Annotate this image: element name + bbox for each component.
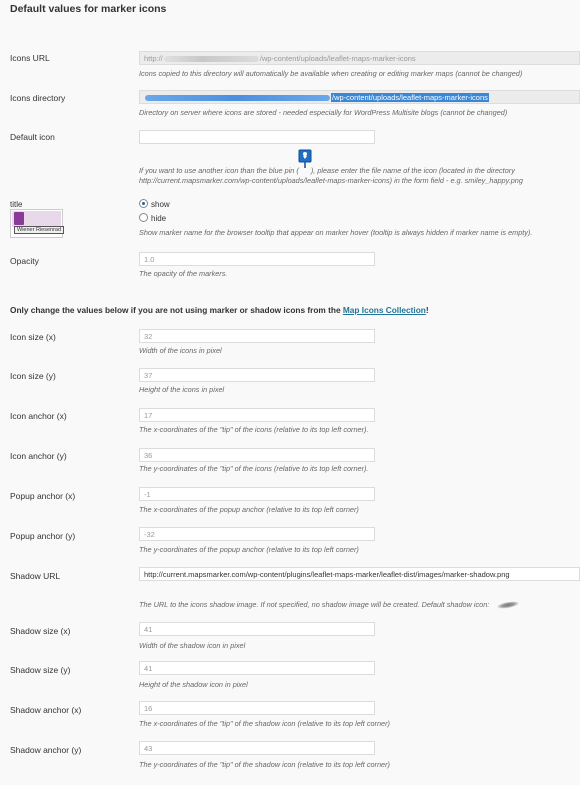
opacity-input[interactable]: 1.0 <box>139 252 375 266</box>
icons-url-desc: Icons copied to this directory will automatically be available when creating or editing marker maps (cannot be changed) <box>139 69 523 78</box>
icon-anchor-x-label: Icon anchor (x) <box>10 411 67 421</box>
default-icon-desc-after: ), please enter the file name of the icon (located in the directory <box>310 166 515 175</box>
icons-directory-suffix: /wp-content/uploads/leaflet-maps-marker-icons <box>332 93 488 102</box>
shadow-anchor-x-label: Shadow anchor (x) <box>10 705 82 715</box>
shadow-size-x-label: Shadow size (x) <box>10 626 71 636</box>
marker-preview-icon <box>14 212 24 225</box>
default-icon-desc-before: If you want to use another icon than the blue pin ( <box>139 166 299 175</box>
title-desc: Show marker name for the browser tooltip that appear on marker hover (tooltip is always hidden if marker name is empty). <box>139 228 533 237</box>
marker-shadow-icon <box>497 600 520 610</box>
blurred-path <box>145 95 330 101</box>
title-label: title <box>10 200 23 209</box>
note-end: ! <box>425 305 429 315</box>
section-heading: Default values for marker icons <box>10 3 167 15</box>
icons-url-suffix: /wp-content/uploads/leaflet-maps-marker-icons <box>259 54 416 63</box>
shadow-size-x-input[interactable]: 41 <box>139 622 375 636</box>
icon-size-x-label: Icon size (x) <box>10 332 56 342</box>
icon-anchor-y-label: Icon anchor (y) <box>10 451 67 461</box>
icon-size-x-input[interactable]: 32 <box>139 329 375 343</box>
icon-anchor-x-input[interactable]: 17 <box>139 408 375 422</box>
opacity-desc: The opacity of the markers. <box>139 269 228 278</box>
icons-directory-label: Icons directory <box>10 93 66 103</box>
shadow-url-label: Shadow URL <box>10 571 61 581</box>
preview-tooltip: Wiener Riesenrad <box>14 226 64 234</box>
shadow-anchor-y-input[interactable]: 43 <box>139 741 375 755</box>
icon-size-y-label: Icon size (y) <box>10 371 56 381</box>
icon-anchor-y-desc: The y-coordinates of the "tip" of the icons (relative to its top left corner). <box>139 464 369 473</box>
title-show-radio[interactable] <box>139 199 170 209</box>
opacity-label: Opacity <box>10 256 39 266</box>
popup-anchor-y-desc: The y-coordinates of the popup anchor (relative to its top left corner) <box>139 545 359 554</box>
icons-url-field[interactable] <box>139 51 580 65</box>
icons-url-label: Icons URL <box>10 53 50 63</box>
default-icon-label: Default icon <box>10 132 55 142</box>
blurred-domain <box>164 56 259 62</box>
shadow-size-y-input[interactable]: 41 <box>139 661 375 675</box>
icon-anchor-x-desc: The x-coordinates of the "tip" of the icons (relative to its top left corner). <box>139 425 369 434</box>
popup-anchor-y-input[interactable]: -32 <box>139 527 375 541</box>
icons-directory-desc: Directory on server where icons are stored - needed especially for WordPress Multisite blogs (cannot be changed) <box>139 108 508 117</box>
map-icons-collection-link[interactable]: Map Icons Collection <box>342 305 426 315</box>
tooltip-preview-image <box>10 209 63 238</box>
shadow-anchor-y-desc: The y-coordinates of the "tip" of the shadow icon (relative to its top left corner) <box>139 760 390 769</box>
icon-anchor-y-input[interactable]: 36 <box>139 448 375 462</box>
blue-pin-icon <box>299 162 311 176</box>
default-icon-input[interactable] <box>139 130 375 144</box>
title-hide-radio[interactable] <box>139 213 166 223</box>
note-text: Only change the values below if you are not using marker or shadow icons from the <box>10 305 343 315</box>
default-icon-desc-line2: http://current.mapsmarker.com/wp-content/uploads/leaflet-maps-marker-icons) in the form field - e.g. smiley_happy.png <box>139 176 523 185</box>
popup-anchor-x-desc: The x-coordinates of the popup anchor (relative to its top left corner) <box>139 505 359 514</box>
shadow-anchor-x-input[interactable]: 16 <box>139 701 375 715</box>
shadow-url-desc <box>139 600 519 609</box>
radio-checked-icon <box>139 199 148 208</box>
shadow-url-input[interactable]: http://current.mapsmarker.com/wp-content/plugins/leaflet-maps-marker/leaflet-dist/images/marker-shadow.png <box>139 567 580 581</box>
radio-unchecked-icon <box>139 213 148 222</box>
popup-anchor-x-label: Popup anchor (x) <box>10 491 76 501</box>
popup-anchor-x-input[interactable]: -1 <box>139 487 375 501</box>
default-icon-desc <box>139 162 515 176</box>
shadow-url-desc-text: The URL to the icons shadow image. If not specified, no shadow image will be created. Default shadow icon: <box>139 600 490 609</box>
shadow-anchor-y-label: Shadow anchor (y) <box>10 745 82 755</box>
shadow-anchor-x-desc: The x-coordinates of the "tip" of the shadow icon (relative to its top left corner) <box>139 719 390 728</box>
title-show-label: show <box>151 200 170 209</box>
shadow-size-y-label: Shadow size (y) <box>10 665 71 675</box>
popup-anchor-y-label: Popup anchor (y) <box>10 531 76 541</box>
icons-collection-note <box>10 305 429 315</box>
shadow-size-x-desc: Width of the shadow icon in pixel <box>139 641 246 650</box>
icon-size-y-desc: Height of the icons in pixel <box>139 385 225 394</box>
icons-directory-field[interactable] <box>139 90 580 104</box>
title-hide-label: hide <box>151 214 167 223</box>
icons-url-prefix: http:// <box>144 54 163 63</box>
icon-size-y-input[interactable]: 37 <box>139 368 375 382</box>
icon-size-x-desc: Width of the icons in pixel <box>139 346 222 355</box>
shadow-size-y-desc: Height of the shadow icon in pixel <box>139 680 248 689</box>
